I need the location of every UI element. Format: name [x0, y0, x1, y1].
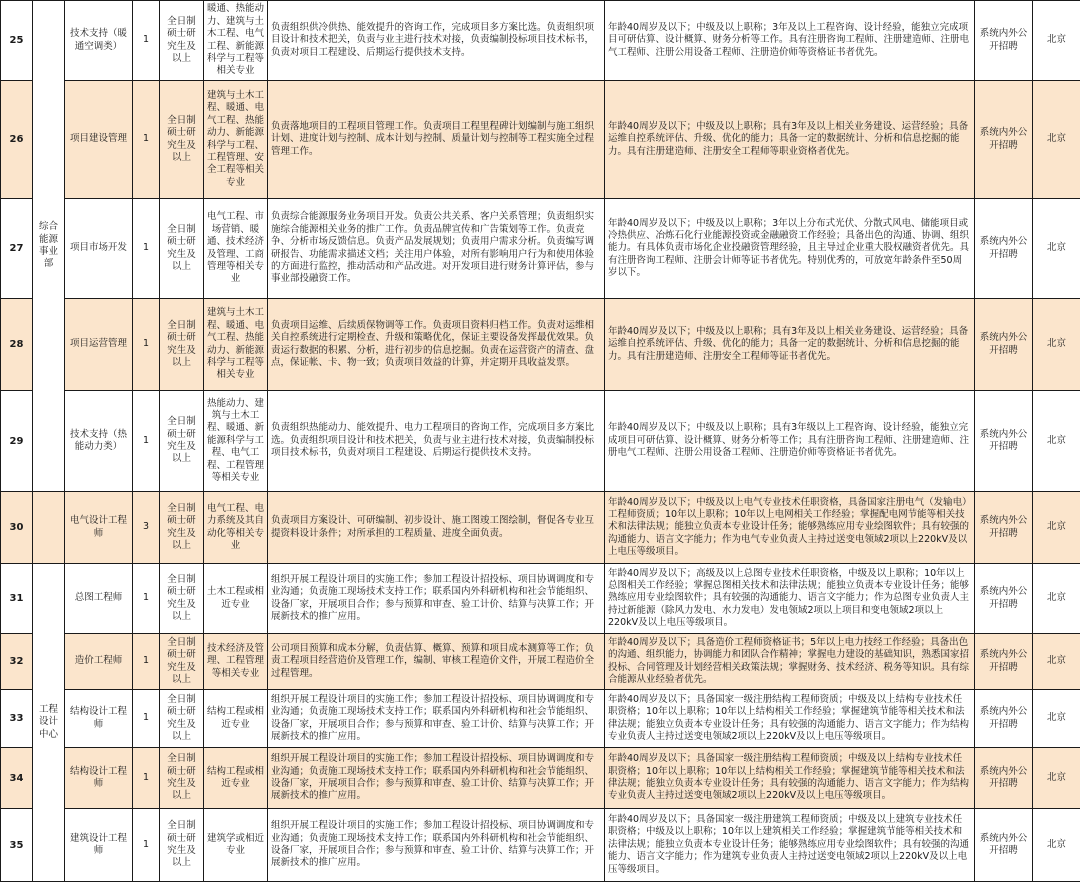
major-cell: 建筑与土木工程、暖通、电气工程、热能动力、新能源科学与工程、工程管理、安全工程等相关专业: [204, 81, 268, 199]
table-row: [1, 634, 1080, 690]
count-cell: 1: [133, 564, 160, 634]
table-row: [1, 690, 1080, 748]
position-cell: 项目运营管理: [65, 299, 133, 391]
count-cell: 1: [133, 690, 160, 748]
education-cell: 全日制硕士研究生及以上: [160, 81, 204, 199]
location-cell: 北京: [1033, 391, 1080, 492]
row-number: 33: [1, 690, 33, 748]
row-number: 34: [1, 748, 33, 809]
row-number: 29: [1, 391, 33, 492]
duty-cell: 负责落地项目的工程项目管理工作。负责项目工程里程碑计划编制与施工组织计划、进度计划与控制、成本计划与控制、质量计划与控制等工程实施全过程管理工作。: [268, 81, 605, 199]
requirement-cell: 年龄40周岁及以下；中级及以上职称；3年及以上工程咨询、设计经验，能独立完成项目可研估算、设计概算、财务分析等工作。具有注册咨询工程师、注册建造师、注册电气工程师、注册公用设备工程师、注册造价师等资格证书者优先。: [605, 1, 975, 81]
recruitment-method-cell: 系统内外公开招聘: [975, 81, 1033, 199]
requirement-cell: 年龄40周岁及以下；中级及以上职称；具有3年及以上相关业务建设、运营经验；具备运维自控系统评估、升级、优化的能力；具备一定的数据统计、分析和信息挖掘的能力。具有注册建造师、注册安全工程师等职业资格者优先。: [605, 81, 975, 199]
department-cell: 综合能源事业部: [33, 1, 65, 492]
row-number: 26: [1, 81, 33, 199]
row-number: 31: [1, 564, 33, 634]
location-cell: 北京: [1033, 1, 1080, 81]
requirement-cell: 年龄40周岁及以下；中级及以上电气专业技术任职资格，具备国家注册电气（发输电）工程师资质；10年以上职称；10年以上电网相关工作经验；掌握配电网节能等相关技术和法律法规；能独立负责本专业设计任务；能够熟练应用专业绘图软件；具有较强的沟通能力、语言文字能力；作为电气专业负责人主持过送变电领域2项以上220kV及以上电压等级项目。: [605, 492, 975, 564]
position-cell: 造价工程师: [65, 634, 133, 690]
location-cell: 北京: [1033, 690, 1080, 748]
row-number: 27: [1, 199, 33, 299]
duty-cell: 组织开展工程设计项目的实施工作；参加工程设计招投标、项目协调调度和专业沟通；负责施工现场技术支持工作；联系国内外科研机构和社会节能组织、设备厂家，开展项目合作；参与预算和审查、验工计价、结算与决算工作；开展新技术的推广应用。: [268, 748, 605, 809]
duty-cell: 负责综合能源服务业务项目开发。负责公共关系、客户关系管理；负责组织实施综合能源相关业务的推广工作。负责品牌宣传和广告策划等工作。负责竞争、分析市场反馈信息。负责产品发展规划；负责用户需求分析。负责编写调研报告、功能需求描述文档；关注用户体验，对所有影响用户行为和使用体验的方面进行监控，推动活动和产品改进。对开发项目进行财务计算评估，参与事业部投融资工作。: [268, 199, 605, 299]
position-cell: 总图工程师: [65, 564, 133, 634]
position-cell: 结构设计工程师: [65, 690, 133, 748]
education-cell: 全日制硕士研究生及以上: [160, 492, 204, 564]
major-cell: 电气工程、市场营销、暖通、技术经济及管理、工商管理等相关专业: [204, 199, 268, 299]
location-cell: 北京: [1033, 564, 1080, 634]
table-row: [1, 809, 1080, 882]
education-cell: 全日制硕士研究生及以上: [160, 299, 204, 391]
row-number: 35: [1, 809, 33, 882]
location-cell: 北京: [1033, 748, 1080, 809]
major-cell: 暖通、热能动力、建筑与土木工程、电气工程、新能源科学与工程等相关专业: [204, 1, 268, 81]
requirement-cell: 年龄40周岁及以下；具备国家一级注册结构工程师资质；中级及以上结构专业技术任职资格；10年以上职称；10年以上结构相关工作经验；掌握建筑节能等相关技术和法律法规；能独立负责本专业设计任务；具有较强的沟通能力、语言文字能力；作为结构专业负责人主持过送变电领域2项以上220kV及以上电压等级项目。: [605, 748, 975, 809]
recruitment-method-cell: 系统内外公开招聘: [975, 564, 1033, 634]
requirement-cell: 年龄40周岁及以下；中级及以上职称；具有3年及以上相关业务建设、运营经验；具备运维自控系统评估、升级、优化的能力；具备一定的数据统计、分析和信息挖掘的能力。具有注册建造师、注册安全工程师等证书者优先。: [605, 299, 975, 391]
position-cell: 技术支持（暖通空调类）: [65, 1, 133, 81]
count-cell: 1: [133, 299, 160, 391]
row-number: 25: [1, 1, 33, 81]
table-row: [1, 199, 1080, 299]
position-cell: 结构设计工程师: [65, 748, 133, 809]
location-cell: 北京: [1033, 809, 1080, 882]
major-cell: 电气工程、电力系统及其自动化等相关专业: [204, 492, 268, 564]
location-cell: 北京: [1033, 634, 1080, 690]
position-cell: 技术支持（热能动力类）: [65, 391, 133, 492]
row-number: 32: [1, 634, 33, 690]
recruitment-method-cell: 系统内外公开招聘: [975, 748, 1033, 809]
location-cell: 北京: [1033, 299, 1080, 391]
row-number: 30: [1, 492, 33, 564]
recruitment-method-cell: 系统内外公开招聘: [975, 809, 1033, 882]
requirement-cell: 年龄40周岁及以下；具备造价工程师资格证书；5年以上电力技经工作经验；具备出色的沟通、组织能力，协调能力和团队合作精神；掌握电力建设的基础知识，熟悉国家招投标、合同管理及计划经营相关政策法规；掌握财务、技术经济、税务等知识。具有综合能源从业经验者优先。: [605, 634, 975, 690]
recruitment-method-cell: 系统内外公开招聘: [975, 1, 1033, 81]
duty-cell: 负责项目方案设计、可研编制、初步设计、施工图竣工图绘制，督促各专业互提资料设计条件；对所承担的工程质量、进度全面负责。: [268, 492, 605, 564]
education-cell: 全日制硕士研究生及以上: [160, 748, 204, 809]
major-cell: 热能动力、建筑与土木工程、暖通、新能源科学与工程、电气工程、工程管理等相关专业: [204, 391, 268, 492]
count-cell: 1: [133, 391, 160, 492]
table-row: [1, 1, 1080, 81]
count-cell: 1: [133, 748, 160, 809]
major-cell: 土木工程或相近专业: [204, 564, 268, 634]
count-cell: 1: [133, 1, 160, 81]
table-row: [1, 391, 1080, 492]
requirement-cell: 年龄40周岁及以下；具备国家一级注册结构工程师资质；中级及以上结构专业技术任职资格；10年以上职称；10年以上结构相关工作经验；掌握建筑节能等相关技术和法律法规；能独立负责本专业设计任务；具有较强的沟通能力、语言文字能力；作为结构专业负责人主持过送变电领域2项以上220kV及以上电压等级项目。: [605, 690, 975, 748]
requirement-cell: 年龄40周岁及以下；中级及以上职称；具有3年级以上工程咨询、设计经验，能独立完成项目可研估算、设计概算、财务分析等工作；具有注册咨询工程师、注册建造师、注册电气工程师、注册公用设备工程师、注册造价师等资格证书者优先。: [605, 391, 975, 492]
row-number: 28: [1, 299, 33, 391]
duty-cell: 组织开展工程设计项目的实施工作；参加工程设计招投标、项目协调调度和专业沟通；负责施工现场技术支持工作；联系国内外科研机构和社会节能组织、设备厂家，开展项目合作；参与预算和审查、验工计价、结算与决算工作；开展新技术的推广应用。: [268, 564, 605, 634]
recruitment-method-cell: 系统内外公开招聘: [975, 690, 1033, 748]
education-cell: 全日制硕士研究生及以上: [160, 564, 204, 634]
duty-cell: 组织开展工程设计项目的实施工作；参加工程设计招投标、项目协调调度和专业沟通；负责施工现场技术支持工作；联系国内外科研机构和社会节能组织、设备厂家，开展项目合作；参与预算和审查、验工计价、结算与决算工作；开展新技术的推广应用。: [268, 690, 605, 748]
major-cell: 结构工程或相近专业: [204, 690, 268, 748]
duty-cell: 负责项目运维、后续质保物调等工作。负责项目资料归档工作。负责对运维相关自控系统进行定期检查、升级和策略优化，保证主要设备发挥最优效果。负责运行数据的积累、分析，进行初步的信息挖掘。负责在运营资产的清查、盘点，保证帐、卡、物一致；负责项目效益的计算，并定期开具收益发票。: [268, 299, 605, 391]
table-row: [1, 564, 1080, 634]
major-cell: 结构工程或相近专业: [204, 748, 268, 809]
duty-cell: 公司项目预算和成本分解，负责估算、概算、预算和项目成本测算等工作；负责工程项目经营造价及管理工作，编制、审核工程造价文件，开展工程造价全过程管理。: [268, 634, 605, 690]
recruitment-method-cell: 系统内外公开招聘: [975, 299, 1033, 391]
count-cell: 3: [133, 492, 160, 564]
duty-cell: 负责组织热能动力、能效提升、电力工程项目的咨询工作，完成项目多方案比选。负责组织项目设计和技术把关，负责与业主进行技术对接，负责编制投标项目技术标书，负责对项目工程建设、后期运行提供技术支持。: [268, 391, 605, 492]
table-row: [1, 81, 1080, 199]
requirement-cell: 年龄40周岁及以下；具备国家一级注册建筑工程师资质；中级及以上建筑专业技术任职资格；中级及以上职称；10年以上建筑相关工作经验；掌握建筑节能等相关技术和法律法规；能独立负责本专业设计任务；能够熟练应用专业绘图软件；具有较强的沟通能力、语言文字能力；作为建筑专业负责人主持过送变电领域2项以上220kV及以上电压等级项目。: [605, 809, 975, 882]
major-cell: 技术经济及管理、工程管理等相关专业: [204, 634, 268, 690]
position-cell: 电气设计工程师: [65, 492, 133, 564]
duty-cell: 组织开展工程设计项目的实施工作；参加工程设计招投标、项目协调调度和专业沟通；负责施工现场技术支持工作；联系国内外科研机构和社会节能组织、设备厂家，开展项目合作；参与预算和审查、验工计价、结算与决算工作；开展新技术的推广应用。: [268, 809, 605, 882]
count-cell: 1: [133, 634, 160, 690]
table-row: [1, 299, 1080, 391]
position-cell: 项目市场开发: [65, 199, 133, 299]
position-cell: 建筑设计工程师: [65, 809, 133, 882]
recruitment-method-cell: 系统内外公开招聘: [975, 391, 1033, 492]
recruitment-method-cell: 系统内外公开招聘: [975, 634, 1033, 690]
requirement-cell: 年龄40周岁及以下；中级及以上职称；3年以上分布式光伏、分散式风电、储能项目或冷热供应、冶炼石化行业能源投资或金融融资工作经验；具备出色的沟通、协调、组织能力。有具体负责市场化企业投融资管理经验，且主导过企业重大股权融资者优先。具有注册咨询工程师、注册会计师等证书者优先。特别优秀的，可放宽年龄条件至50周岁以下。: [605, 199, 975, 299]
location-cell: 北京: [1033, 199, 1080, 299]
location-cell: 北京: [1033, 81, 1080, 199]
recruitment-method-cell: 系统内外公开招聘: [975, 199, 1033, 299]
count-cell: 1: [133, 199, 160, 299]
position-cell: 项目建设管理: [65, 81, 133, 199]
recruitment-method-cell: 系统内外公开招聘: [975, 492, 1033, 564]
requirement-cell: 年龄40周岁及以下；高级及以上总图专业技术任职资格，中级及以上职称；10年以上总图相关工作经验；掌握总图相关技术和法律法规；能独立负责本专业设计任务；能够熟练应用专业绘图软件；具有较强的沟通能力、语言文字能力；作为总图专业负责人主持过新能源（除风力发电、水力发电）发电领域2项以上项目和变电领域2项以上220kV及以上电压等级项目。: [605, 564, 975, 634]
major-cell: 建筑与土木工程、暖通、电气工程、热能动力、新能源科学与工程等相关专业: [204, 299, 268, 391]
department-cell: [33, 492, 65, 564]
duty-cell: 负责组织供冷供热、能效提升的咨询工作，完成项目多方案比选。负责组织项目设计和技术把关，负责与业主进行技术对接，负责编制投标项目技术标书，负责对项目工程建设、后期运行提供技术支持。: [268, 1, 605, 81]
education-cell: 全日制硕士研究生及以上: [160, 634, 204, 690]
major-cell: 建筑学或相近专业: [204, 809, 268, 882]
department-cell: 工程设计中心: [33, 564, 65, 882]
education-cell: 全日制硕士研究生及以上: [160, 690, 204, 748]
table-row: [1, 492, 1080, 564]
count-cell: 1: [133, 809, 160, 882]
count-cell: 1: [133, 81, 160, 199]
education-cell: 全日制硕士研究生及以上: [160, 1, 204, 81]
education-cell: 全日制硕士研究生及以上: [160, 391, 204, 492]
education-cell: 全日制硕士研究生及以上: [160, 809, 204, 882]
table-row: [1, 748, 1080, 809]
education-cell: 全日制硕士研究生及以上: [160, 199, 204, 299]
location-cell: 北京: [1033, 492, 1080, 564]
